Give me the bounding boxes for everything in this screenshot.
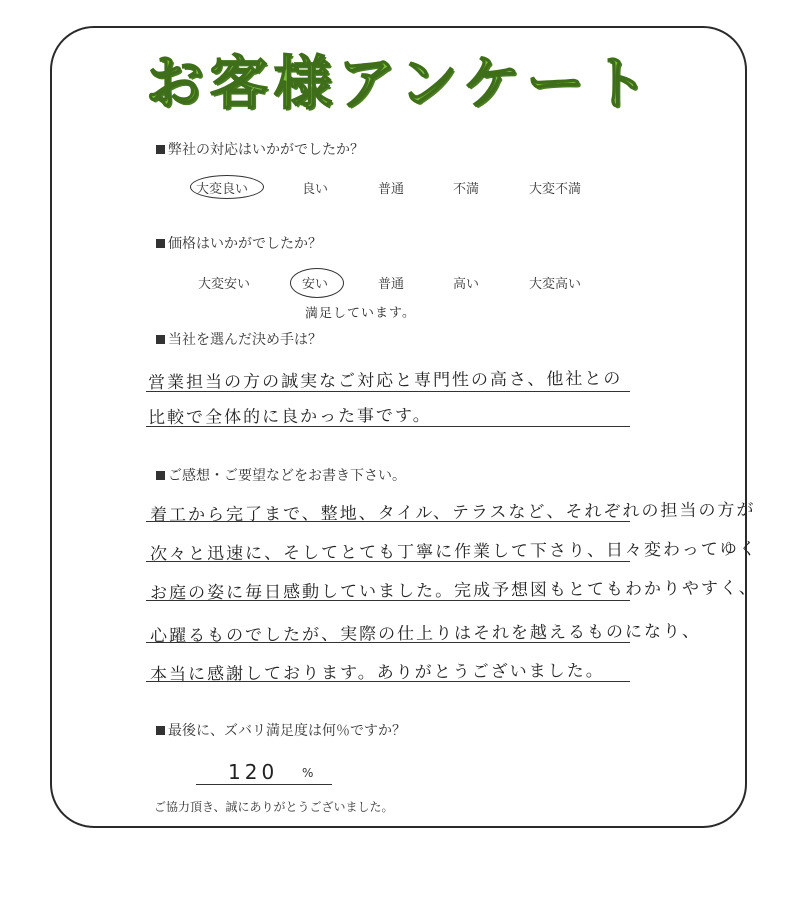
- question-2-label: 価格はいかがでしたか？: [168, 236, 322, 252]
- question-3-label: 当社を選んだ決め手は？: [168, 332, 322, 348]
- question-1: [156, 139, 364, 159]
- answer-rule: [146, 600, 630, 601]
- q1-option-1[interactable]: 大変良い: [196, 182, 249, 197]
- footer-thanks: ご協力頂き、誠にありがとうございました。: [154, 800, 394, 814]
- q1-option-2[interactable]: 良い: [302, 182, 329, 197]
- q4-answer-line-2: 次々と迅速に、そしてとても丁寧に作業して下さり、日々変わってゆく: [149, 539, 758, 565]
- square-bullet-icon: [156, 726, 165, 735]
- square-bullet-icon: [156, 239, 165, 248]
- question-5-label: 最後に、ズバリ満足度は何％ですか？: [168, 723, 406, 739]
- q2-option-4[interactable]: 高い: [453, 277, 480, 292]
- q1-option-4[interactable]: 不満: [453, 182, 480, 197]
- question-5: [156, 720, 406, 740]
- answer-rule: [146, 642, 630, 643]
- q3-answer-line-1: 営業担当の方の誠実なご対応と専門性の高さ、他社との: [147, 368, 623, 394]
- square-bullet-icon: [156, 335, 165, 344]
- q2-option-2[interactable]: 安い: [302, 277, 329, 292]
- q2-option-1[interactable]: 大変安い: [198, 277, 251, 292]
- answer-rule: [146, 426, 630, 427]
- answer-rule: [146, 391, 630, 392]
- question-3: [156, 329, 322, 349]
- question-1-label: 弊社の対応はいかがでしたか？: [168, 142, 364, 158]
- question-4: [156, 465, 406, 485]
- q2-option-3[interactable]: 普通: [378, 277, 405, 292]
- answer-rule: [146, 681, 630, 682]
- percent-unit: %: [302, 766, 314, 780]
- question-4-label: ご感想・ご要望などをお書き下さい。: [168, 468, 406, 484]
- square-bullet-icon: [156, 471, 165, 480]
- q1-option-5[interactable]: 大変不満: [529, 182, 582, 197]
- q2-handwritten-note: 満足しています。: [304, 305, 417, 322]
- q4-answer-line-1: 着工から完了まで、整地、タイル、テラスなど、それぞれの担当の方が: [149, 500, 756, 526]
- q4-answer-line-3: お庭の姿に毎日感動していました。完成予想図もとてもわかりやすく、: [149, 578, 758, 604]
- q4-answer-line-5: 本当に感謝しております。ありがとうございました。: [149, 661, 605, 685]
- answer-rule: [146, 561, 630, 562]
- survey-title: お客様アンケート: [145, 49, 655, 117]
- question-2: [156, 233, 322, 253]
- percent-rule: [196, 784, 332, 785]
- q2-option-5[interactable]: 大変高い: [529, 277, 582, 292]
- q4-answer-line-4: 心躍るものでしたが、実際の仕上りはそれを越えるものになり、: [149, 621, 702, 647]
- q3-answer-line-2: 比較で全体的に良かった事です。: [147, 405, 432, 429]
- q1-option-3[interactable]: 普通: [378, 182, 405, 197]
- satisfaction-value: 120: [228, 760, 279, 784]
- answer-rule: [146, 521, 630, 522]
- square-bullet-icon: [156, 145, 165, 154]
